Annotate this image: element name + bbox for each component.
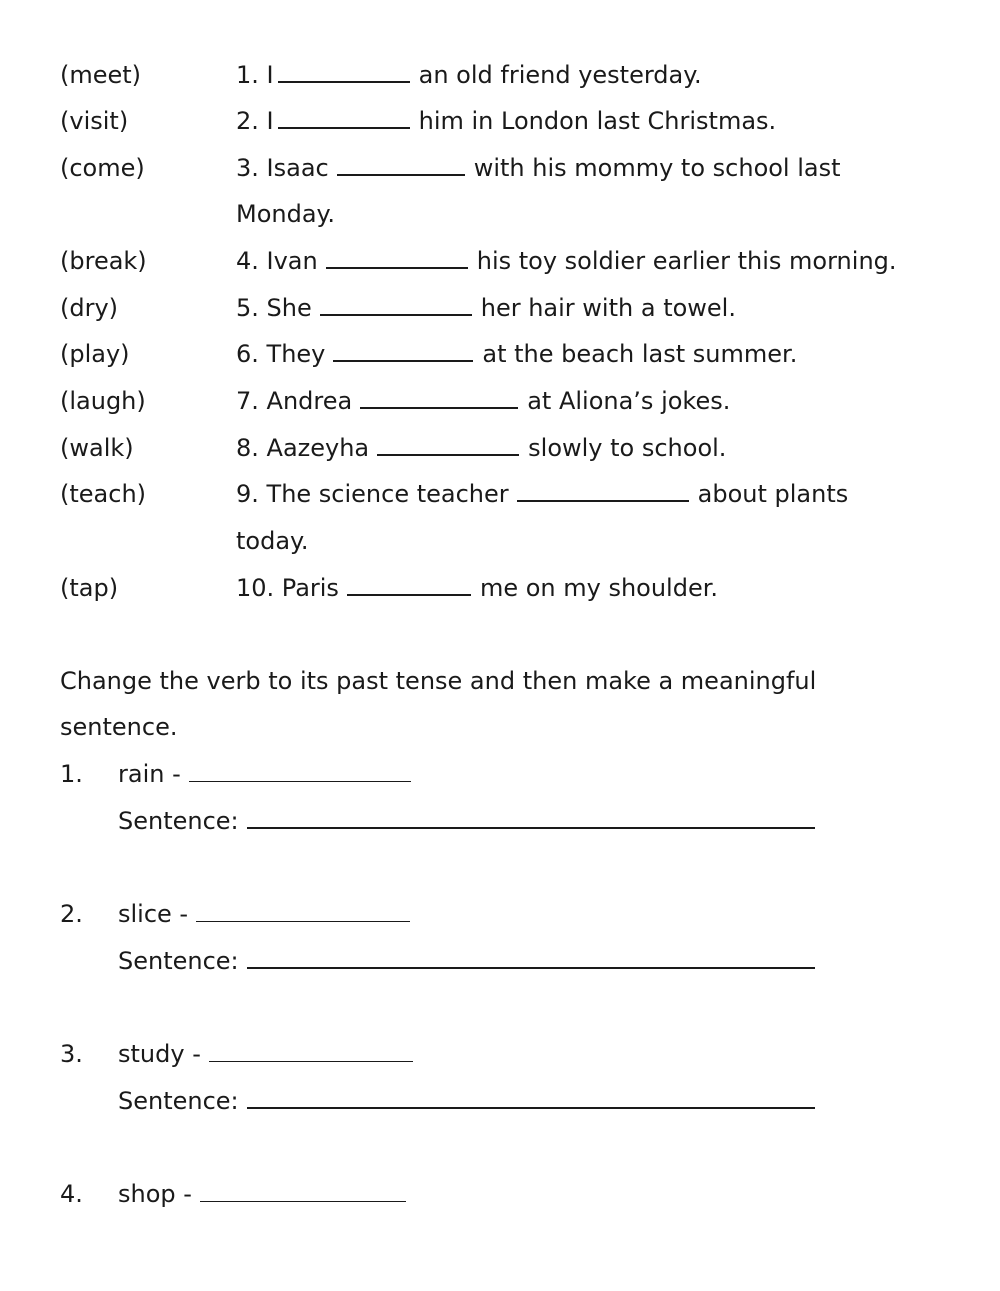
verb-hint: (visit) xyxy=(60,107,129,135)
answer-blank[interactable] xyxy=(326,241,468,269)
question-word: rain - xyxy=(118,751,411,797)
sentence-blank[interactable] xyxy=(247,941,815,969)
question-number: 1. xyxy=(60,760,83,788)
instruction-text: Change the verb to its past tense and then make a meaningful sentence. xyxy=(60,667,817,741)
past-tense-blank[interactable] xyxy=(200,1175,406,1202)
verb-hint: (break) xyxy=(60,247,147,275)
sentence: 8. Aazeyha slowly to school. xyxy=(236,425,726,471)
question-number: 3. xyxy=(60,1040,83,1068)
answer-blank[interactable] xyxy=(320,288,472,316)
answer-blank[interactable] xyxy=(333,334,473,362)
verb-hint: (play) xyxy=(60,340,130,368)
answer-blank[interactable] xyxy=(517,474,689,502)
sentence-blank[interactable] xyxy=(247,1081,815,1109)
question-word: study - xyxy=(118,1031,413,1077)
sentence: 1. I an old friend yesterday. xyxy=(236,52,702,98)
answer-blank[interactable] xyxy=(278,101,410,129)
question-number: 2. xyxy=(60,900,83,928)
verb-hint: (tap) xyxy=(60,574,119,602)
sentence: 2. I him in London last Christmas. xyxy=(236,98,776,144)
sentence-line: Sentence: xyxy=(118,1078,815,1124)
sentence: 3. Isaac with his mommy to school last xyxy=(236,145,841,191)
sentence-line: Sentence: xyxy=(118,938,815,984)
sentence: 7. Andrea at Aliona’s jokes. xyxy=(236,378,730,424)
verb-hint: (dry) xyxy=(60,294,119,322)
sentence-continuation: Monday. xyxy=(236,200,335,228)
sentence-continuation: today. xyxy=(236,527,309,555)
sentence: 9. The science teacher about plants xyxy=(236,471,848,517)
sentence: 10. Paris me on my shoulder. xyxy=(236,565,718,611)
question-word: shop - xyxy=(118,1171,406,1217)
verb-hint: (laugh) xyxy=(60,387,146,415)
sentence: 6. They at the beach last summer. xyxy=(236,331,797,377)
question-word: slice - xyxy=(118,891,410,937)
question-number: 4. xyxy=(60,1180,83,1208)
sentence-blank[interactable] xyxy=(247,801,815,829)
answer-blank[interactable] xyxy=(278,55,410,83)
past-tense-blank[interactable] xyxy=(196,895,410,922)
sentence: 5. She her hair with a towel. xyxy=(236,285,736,331)
answer-blank[interactable] xyxy=(337,148,465,176)
verb-hint: (come) xyxy=(60,154,145,182)
verb-hint: (walk) xyxy=(60,434,134,462)
answer-blank[interactable] xyxy=(347,568,471,596)
sentence: 4. Ivan his toy soldier earlier this morning. xyxy=(236,238,897,284)
verb-hint: (meet) xyxy=(60,61,142,89)
past-tense-blank[interactable] xyxy=(189,755,411,782)
verb-hint: (teach) xyxy=(60,480,147,508)
past-tense-blank[interactable] xyxy=(209,1035,413,1062)
sentence-line: Sentence: xyxy=(118,798,815,844)
answer-blank[interactable] xyxy=(360,381,518,409)
answer-blank[interactable] xyxy=(377,428,519,456)
